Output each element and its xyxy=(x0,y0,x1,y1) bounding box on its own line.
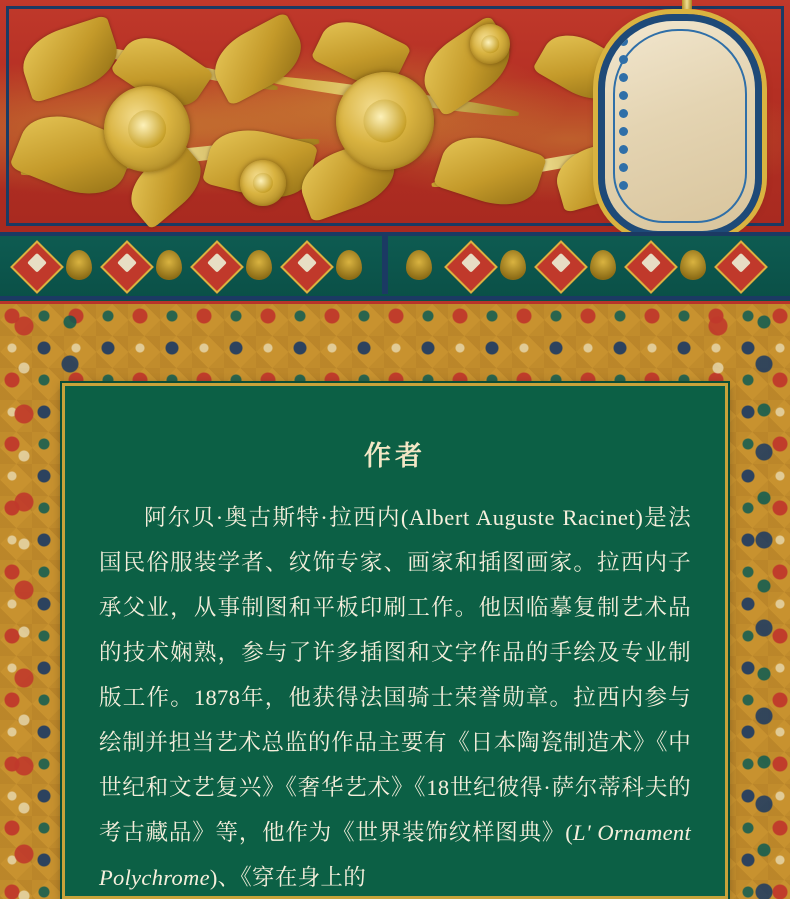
medallion-dot-column xyxy=(619,31,645,221)
band-leaf-motif xyxy=(336,250,362,280)
band-leaf-motif xyxy=(406,250,432,280)
band-leaf-motif xyxy=(680,250,706,280)
bio-part-1: 阿尔贝·奥古斯特·拉西内( xyxy=(144,505,409,530)
author-biography-text xyxy=(99,495,691,899)
panel-title: 作者 xyxy=(364,441,426,471)
band-diamond-motif xyxy=(280,240,334,294)
band-vertical-divider xyxy=(382,236,388,294)
gold-rosette-ornament xyxy=(470,24,510,64)
band-leaf-motif xyxy=(66,250,92,280)
band-diamond-motif xyxy=(534,240,588,294)
band-diamond-motif xyxy=(100,240,154,294)
band-diamond-motif xyxy=(444,240,498,294)
bio-latin-name: Albert Auguste Racinet xyxy=(408,505,636,530)
band-diamond-motif xyxy=(714,240,768,294)
author-panel xyxy=(62,383,728,899)
band-leaf-motif xyxy=(246,250,272,280)
band-bottom-rule xyxy=(0,296,790,300)
bio-part-3: )、《穿在身上的 xyxy=(209,865,367,890)
band-diamond-motif xyxy=(624,240,678,294)
cream-medallion xyxy=(598,14,762,232)
bio-italic-title: L' Ornament Polychrome xyxy=(99,820,692,890)
bio-part-2: )是法国民俗服装学者、纹饰专家、画家和插图画家。拉西内子承父业，从事制图和平板印刷工作。他因临摹复制艺术品的技术娴熟，参与了许多插图和文字作品的手绘及专业制版工作。1878年，他获得法国骑士荣誉勋章。拉西内参与绘制并担当艺术总监的作品主要有《日本陶瓷制造术》《中世纪和文艺复兴》《奢华艺术》《18世纪彼得·萨尔蒂科夫的考古藏品》等，他作为《世界装饰纹样图典》( xyxy=(99,505,691,845)
gold-rosette-ornament xyxy=(336,72,434,170)
ornamental-red-banner xyxy=(0,0,790,232)
teal-ornament-band xyxy=(0,232,790,304)
gold-rosette-ornament xyxy=(104,86,190,172)
gold-rosette-ornament xyxy=(240,160,286,206)
band-leaf-motif xyxy=(590,250,616,280)
band-diamond-motif xyxy=(190,240,244,294)
band-diamond-motif xyxy=(10,240,64,294)
band-leaf-motif xyxy=(156,250,182,280)
band-top-rule xyxy=(0,232,790,236)
band-leaf-motif xyxy=(500,250,526,280)
